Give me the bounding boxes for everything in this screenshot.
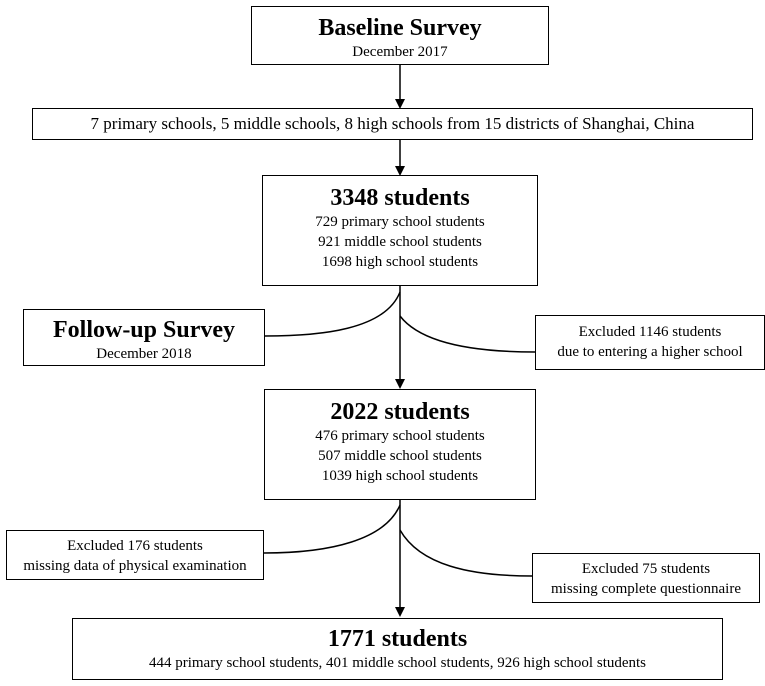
followup-date: December 2018 xyxy=(96,346,192,362)
final-breakdown: 444 primary school students, 401 middle school students, 926 high school students xyxy=(148,655,647,671)
excluded3-count: Excluded 75 students xyxy=(581,561,711,577)
stage1-high: 1698 high school students xyxy=(321,254,479,270)
stage2-primary: 476 primary school students xyxy=(315,428,485,444)
excluded3-reason: missing complete questionnaire xyxy=(551,581,741,597)
excluded1-count: Excluded 1146 students xyxy=(578,324,722,340)
stage1-primary: 729 primary school students xyxy=(315,214,485,230)
excluded-questionnaire-box xyxy=(532,553,760,603)
baseline-survey-box xyxy=(251,6,549,65)
final-students-box xyxy=(72,618,723,680)
final-total: 1771 students xyxy=(327,626,468,652)
followup-students-box xyxy=(264,389,536,500)
stage2-total: 2022 students xyxy=(330,399,470,425)
curve-to-excluded2 xyxy=(264,505,400,553)
followup-survey-box xyxy=(23,309,265,366)
schools-box xyxy=(32,108,753,140)
excluded2-reason: missing data of physical examination xyxy=(23,558,247,574)
excluded1-reason: due to entering a higher school xyxy=(557,344,743,360)
stage1-total: 3348 students xyxy=(330,185,470,211)
curve-to-excluded1 xyxy=(400,316,535,352)
baseline-date: December 2017 xyxy=(352,44,448,60)
curve-to-followup xyxy=(265,292,400,336)
baseline-title: Baseline Survey xyxy=(318,15,482,41)
followup-title: Follow-up Survey xyxy=(52,317,235,343)
stage1-middle: 921 middle school students xyxy=(318,234,482,250)
baseline-students-box xyxy=(262,175,538,286)
excluded-physical-exam-box xyxy=(6,530,264,580)
curve-to-excluded3 xyxy=(400,530,532,576)
excluded2-count: Excluded 176 students xyxy=(67,538,203,554)
excluded-higher-school-box xyxy=(535,315,765,370)
schools-text: 7 primary schools, 5 middle schools, 8 high schools from 15 districts of Shanghai, China xyxy=(90,114,695,133)
stage2-middle: 507 middle school students xyxy=(318,448,482,464)
stage2-high: 1039 high school students xyxy=(321,468,479,484)
